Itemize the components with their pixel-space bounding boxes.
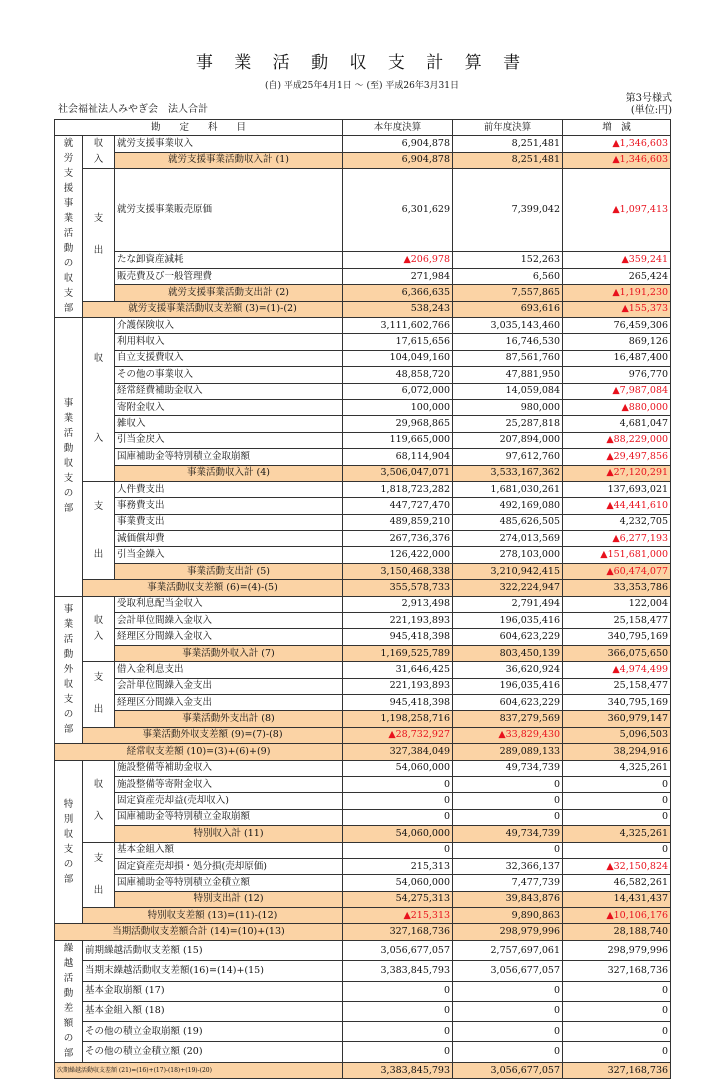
- row-label: 次期繰越活動収支差額 (21)=(16)+(17)-(18)+(19)-(20): [55, 1062, 343, 1078]
- row-diff: 14,431,437: [563, 891, 671, 907]
- row-prev: 6,560: [453, 268, 563, 284]
- row-prev: 8,251,481: [453, 152, 563, 169]
- table-row: [55, 169, 671, 252]
- table-row: [55, 432, 671, 448]
- row-prev: 3,035,143,460: [453, 318, 563, 334]
- table-row: [55, 842, 671, 858]
- row-cur: ▲28,732,927: [343, 727, 453, 743]
- table-row: [55, 1042, 671, 1062]
- row-prev: 2,757,697,061: [453, 940, 563, 960]
- row-prev: 49,734,739: [453, 826, 563, 842]
- table-header: [55, 120, 671, 136]
- row-label: 就労支援事業活動支出計 (2): [115, 285, 343, 301]
- sub-out: 支 出: [83, 169, 115, 302]
- row-diff: 76,459,306: [563, 318, 671, 334]
- row-diff: 327,168,736: [563, 1062, 671, 1078]
- row-diff: 340,795,169: [563, 694, 671, 710]
- table-row: [55, 760, 671, 776]
- row-diff: 33,353,786: [563, 580, 671, 596]
- row-cur: 31,646,425: [343, 662, 453, 678]
- row-label: 事業活動収入計 (4): [115, 465, 343, 481]
- row-prev: 322,224,947: [453, 580, 563, 596]
- row-prev: 25,287,818: [453, 416, 563, 432]
- row-prev: 14,059,084: [453, 383, 563, 399]
- row-label: 事業活動支出計 (5): [115, 563, 343, 579]
- row-prev: 298,979,996: [453, 924, 563, 940]
- total-row: [55, 924, 671, 940]
- table-row: [55, 252, 671, 268]
- row-label: 基本金組入額 (18): [83, 1001, 343, 1021]
- row-label: 引当金繰入: [115, 547, 343, 563]
- row-cur: 6,366,635: [343, 285, 453, 301]
- row-label: 前期繰越活動収支差額 (15): [83, 940, 343, 960]
- table-row: [55, 268, 671, 284]
- header-current: 本年度決算: [343, 120, 453, 136]
- table-row: [55, 961, 671, 981]
- table-row: [55, 350, 671, 366]
- total-row: [55, 563, 671, 579]
- row-label: 利用料収入: [115, 334, 343, 350]
- table-row: [55, 981, 671, 1001]
- header-previous: 前年度決算: [453, 120, 563, 136]
- row-label: 就労支援事業販売原価: [115, 169, 343, 252]
- row-diff: ▲7,987,084: [563, 383, 671, 399]
- total-row: [55, 580, 671, 596]
- row-prev: 0: [453, 776, 563, 792]
- row-prev: 3,533,167,362: [453, 465, 563, 481]
- row-label: 当期末繰越活動収支差額(16)=(14)+(15): [83, 961, 343, 981]
- form-info: [626, 93, 672, 117]
- table-row: [55, 793, 671, 809]
- table-row: [55, 776, 671, 792]
- table-row: [55, 875, 671, 891]
- row-prev: 7,477,739: [453, 875, 563, 891]
- row-diff: 0: [563, 1001, 671, 1021]
- row-cur: ▲215,313: [343, 908, 453, 924]
- row-label: 自立支援費収入: [115, 350, 343, 366]
- row-diff: ▲32,150,824: [563, 858, 671, 874]
- row-prev: 7,399,042: [453, 169, 563, 252]
- row-cur: 48,858,720: [343, 367, 453, 383]
- row-diff: ▲29,497,856: [563, 449, 671, 465]
- row-label: 減価償却費: [115, 531, 343, 547]
- sub-in: 収 入: [83, 596, 115, 662]
- row-cur: 0: [343, 1022, 453, 1042]
- row-prev: 980,000: [453, 399, 563, 415]
- row-label: 事務費支出: [115, 498, 343, 514]
- row-prev: 0: [453, 842, 563, 858]
- row-cur: 0: [343, 1042, 453, 1062]
- table-row: [55, 136, 671, 153]
- row-prev: 2,791,494: [453, 596, 563, 612]
- row-diff: 4,232,705: [563, 514, 671, 530]
- row-cur: 6,072,000: [343, 383, 453, 399]
- row-cur: 3,383,845,793: [343, 1062, 453, 1078]
- row-label: 基本金取崩額 (17): [83, 981, 343, 1001]
- row-diff: 25,158,477: [563, 613, 671, 629]
- table-row: [55, 678, 671, 694]
- row-prev: 8,251,481: [453, 136, 563, 153]
- row-diff: 360,979,147: [563, 711, 671, 727]
- row-prev: 0: [453, 1042, 563, 1062]
- section-label-text: 事業活動収支の部: [63, 398, 74, 515]
- row-diff: 46,582,261: [563, 875, 671, 891]
- row-label: 雑収入: [115, 416, 343, 432]
- row-label: 事業活動外支出計 (8): [115, 711, 343, 727]
- table-row: [55, 809, 671, 825]
- row-cur: 0: [343, 776, 453, 792]
- table-row: [55, 858, 671, 874]
- row-label: 特別収入計 (11): [115, 826, 343, 842]
- row-cur: 489,859,210: [343, 514, 453, 530]
- row-cur: 945,418,398: [343, 694, 453, 710]
- row-label: 会計単位間繰入金収入: [115, 613, 343, 629]
- row-diff: 0: [563, 1042, 671, 1062]
- section-jigyo: [55, 318, 83, 597]
- row-diff: ▲359,241: [563, 252, 671, 268]
- row-diff: 869,126: [563, 334, 671, 350]
- row-diff: ▲1,097,413: [563, 169, 671, 252]
- organization-name: 社会福祉法人みやぎ会 法人合計: [58, 104, 208, 115]
- table-row: [55, 547, 671, 563]
- row-label: 事業活動収支差額 (6)=(4)-(5): [83, 580, 343, 596]
- table-row: [55, 367, 671, 383]
- table-row: [55, 662, 671, 678]
- total-row: [55, 826, 671, 842]
- table-row: [55, 383, 671, 399]
- row-cur: 54,060,000: [343, 875, 453, 891]
- row-cur: 3,056,677,057: [343, 940, 453, 960]
- row-label: たな卸資産減耗: [115, 252, 343, 268]
- total-row: [55, 1062, 671, 1078]
- row-diff: 0: [563, 809, 671, 825]
- row-diff: ▲880,000: [563, 399, 671, 415]
- row-prev: 0: [453, 809, 563, 825]
- row-diff: 0: [563, 842, 671, 858]
- unit-label: (単位:円): [630, 105, 672, 116]
- table-row: [55, 629, 671, 645]
- row-cur: 29,968,865: [343, 416, 453, 432]
- row-label: 受取利息配当金収入: [115, 596, 343, 612]
- row-cur: 68,114,904: [343, 449, 453, 465]
- table-row: [55, 399, 671, 415]
- row-diff: 366,075,650: [563, 645, 671, 661]
- row-diff: 122,004: [563, 596, 671, 612]
- document-title: 事 業 活 動 収 支 計 算 書: [195, 53, 529, 73]
- row-prev: 3,056,677,057: [453, 961, 563, 981]
- row-prev: 196,035,416: [453, 613, 563, 629]
- row-prev: 87,561,760: [453, 350, 563, 366]
- row-prev: 196,035,416: [453, 678, 563, 694]
- row-prev: 0: [453, 793, 563, 809]
- table-row: [55, 940, 671, 960]
- table-row: [55, 531, 671, 547]
- row-cur: 100,000: [343, 399, 453, 415]
- table-row: [55, 416, 671, 432]
- row-diff: 327,168,736: [563, 961, 671, 981]
- table-row: [55, 1022, 671, 1042]
- row-cur: 6,904,878: [343, 152, 453, 169]
- section-label-text: 特別収支の部: [63, 798, 74, 885]
- row-label: 寄附金収入: [115, 399, 343, 415]
- row-cur: 271,984: [343, 268, 453, 284]
- row-prev: 604,623,229: [453, 694, 563, 710]
- row-prev: 837,279,569: [453, 711, 563, 727]
- row-prev: 36,620,924: [453, 662, 563, 678]
- row-cur: 1,169,525,789: [343, 645, 453, 661]
- row-prev: 16,746,530: [453, 334, 563, 350]
- row-prev: 274,013,569: [453, 531, 563, 547]
- table-row: [55, 1001, 671, 1021]
- table-row: [55, 613, 671, 629]
- total-row: [55, 711, 671, 727]
- row-cur: 1,818,723,282: [343, 481, 453, 497]
- row-cur: 355,578,733: [343, 580, 453, 596]
- section-kurikoshi: [55, 940, 83, 1062]
- table-row: [55, 694, 671, 710]
- section-label-text: 就労支援事業活動の収支部: [63, 138, 74, 314]
- row-label: 国庫補助金等特別積立金取崩額: [115, 449, 343, 465]
- row-cur: 17,615,656: [343, 334, 453, 350]
- row-prev: ▲33,829,430: [453, 727, 563, 743]
- row-diff: ▲1,191,230: [563, 285, 671, 301]
- row-label: 経理区分間繰入金収入: [115, 629, 343, 645]
- row-prev: 32,366,137: [453, 858, 563, 874]
- row-label: 特別収支差額 (13)=(11)-(12): [83, 908, 343, 924]
- row-diff: ▲4,974,499: [563, 662, 671, 678]
- row-diff: 28,188,740: [563, 924, 671, 940]
- row-prev: 1,681,030,261: [453, 481, 563, 497]
- table-row: [55, 498, 671, 514]
- row-diff: 0: [563, 1022, 671, 1042]
- row-label: 施設整備等寄附金収入: [115, 776, 343, 792]
- row-label: 事業費支出: [115, 514, 343, 530]
- header-account: 勘 定 科 目: [55, 120, 343, 136]
- row-cur: 6,904,878: [343, 136, 453, 153]
- section-tokubetsu: [55, 760, 83, 924]
- row-prev: 3,056,677,057: [453, 1062, 563, 1078]
- table-row: [55, 334, 671, 350]
- row-diff: 976,770: [563, 367, 671, 383]
- row-prev: 39,843,876: [453, 891, 563, 907]
- row-prev: 97,612,760: [453, 449, 563, 465]
- total-row: [55, 645, 671, 661]
- table-row: [55, 514, 671, 530]
- row-cur: 221,193,893: [343, 678, 453, 694]
- total-row: [55, 301, 671, 317]
- row-cur: 0: [343, 1001, 453, 1021]
- sub-out: 支 出: [83, 842, 115, 908]
- row-label: その他の積立金積立額 (20): [83, 1042, 343, 1062]
- row-label: その他の事業収入: [115, 367, 343, 383]
- section-label-text: 繰越活動差額の部: [63, 942, 74, 1059]
- sub-in: 収 入: [83, 760, 115, 842]
- row-label: 経理区分間繰入金支出: [115, 694, 343, 710]
- row-diff: ▲1,346,603: [563, 152, 671, 169]
- header-diff: 増 減: [563, 120, 671, 136]
- row-prev: 289,089,133: [453, 744, 563, 760]
- row-prev: 9,890,863: [453, 908, 563, 924]
- section-jigyogai: [55, 596, 83, 744]
- row-diff: 4,325,261: [563, 826, 671, 842]
- row-label: 販売費及び一般管理費: [115, 268, 343, 284]
- row-diff: 25,158,477: [563, 678, 671, 694]
- row-cur: 0: [343, 981, 453, 1001]
- row-cur: 3,383,845,793: [343, 961, 453, 981]
- row-prev: 0: [453, 1022, 563, 1042]
- row-cur: 0: [343, 842, 453, 858]
- row-diff: 340,795,169: [563, 629, 671, 645]
- row-cur: 0: [343, 793, 453, 809]
- row-label: 国庫補助金等特別積立金取崩額: [115, 809, 343, 825]
- row-diff: ▲6,277,193: [563, 531, 671, 547]
- row-cur: 0: [343, 809, 453, 825]
- total-row: [55, 891, 671, 907]
- row-cur: 126,422,000: [343, 547, 453, 563]
- row-cur: 267,736,376: [343, 531, 453, 547]
- sub-in: 収 入: [83, 136, 115, 169]
- total-row: [55, 744, 671, 760]
- total-row: [55, 285, 671, 301]
- table-row: [55, 596, 671, 612]
- table-row: [55, 481, 671, 497]
- row-prev: 803,450,139: [453, 645, 563, 661]
- statement-table: [54, 119, 671, 1079]
- row-diff: 0: [563, 776, 671, 792]
- row-diff: ▲27,120,291: [563, 465, 671, 481]
- row-prev: 604,623,229: [453, 629, 563, 645]
- form-number: 第3号様式: [625, 93, 672, 104]
- row-label: 事業活動外収入計 (7): [115, 645, 343, 661]
- row-cur: 215,313: [343, 858, 453, 874]
- row-prev: 3,210,942,415: [453, 563, 563, 579]
- row-diff: ▲1,346,603: [563, 136, 671, 153]
- row-diff: ▲44,441,610: [563, 498, 671, 514]
- row-label: 就労支援事業活動収入計 (1): [115, 152, 343, 169]
- row-prev: 278,103,000: [453, 547, 563, 563]
- row-prev: 49,734,739: [453, 760, 563, 776]
- row-prev: 492,169,080: [453, 498, 563, 514]
- row-cur: 3,150,468,338: [343, 563, 453, 579]
- row-diff: ▲88,229,000: [563, 432, 671, 448]
- row-label: 介護保険収入: [115, 318, 343, 334]
- row-label: 就労支援事業収入: [115, 136, 343, 153]
- row-diff: 5,096,503: [563, 727, 671, 743]
- row-cur: 3,111,602,766: [343, 318, 453, 334]
- row-cur: 221,193,893: [343, 613, 453, 629]
- row-cur: 54,275,313: [343, 891, 453, 907]
- row-prev: 693,616: [453, 301, 563, 317]
- row-label: 経常経費補助金収入: [115, 383, 343, 399]
- row-label: 固定資産売却損・処分損(売却原価): [115, 858, 343, 874]
- row-prev: 0: [453, 1001, 563, 1021]
- row-prev: 485,626,505: [453, 514, 563, 530]
- row-cur: 2,913,498: [343, 596, 453, 612]
- total-row: [55, 727, 671, 743]
- row-cur: 54,060,000: [343, 826, 453, 842]
- row-diff: ▲151,681,000: [563, 547, 671, 563]
- row-diff: ▲155,373: [563, 301, 671, 317]
- row-cur: 327,168,736: [343, 924, 453, 940]
- row-label: 当期活動収支差額合計 (14)=(10)+(13): [55, 924, 343, 940]
- total-row: [55, 152, 671, 169]
- total-row: [55, 908, 671, 924]
- row-cur: ▲206,978: [343, 252, 453, 268]
- row-label: 会計単位間繰入金支出: [115, 678, 343, 694]
- row-label: 借入金利息支出: [115, 662, 343, 678]
- row-diff: ▲60,474,077: [563, 563, 671, 579]
- row-diff: 38,294,916: [563, 744, 671, 760]
- section-label-text: 事業活動外収支の部: [63, 603, 74, 735]
- row-label: その他の積立金取崩額 (19): [83, 1022, 343, 1042]
- row-diff: 4,325,261: [563, 760, 671, 776]
- table-row: [55, 449, 671, 465]
- row-diff: 0: [563, 981, 671, 1001]
- row-cur: 538,243: [343, 301, 453, 317]
- row-diff: ▲10,106,176: [563, 908, 671, 924]
- row-diff: 137,693,021: [563, 481, 671, 497]
- row-prev: 207,894,000: [453, 432, 563, 448]
- row-cur: 3,506,047,071: [343, 465, 453, 481]
- row-cur: 104,049,160: [343, 350, 453, 366]
- row-prev: 7,557,865: [453, 285, 563, 301]
- row-prev: 0: [453, 981, 563, 1001]
- row-label: 基本金組入額: [115, 842, 343, 858]
- total-row: [55, 465, 671, 481]
- fiscal-period: (自) 平成25年4月1日 ～ (至) 平成26年3月31日: [264, 81, 460, 91]
- row-label: 国庫補助金等特別積立金積立額: [115, 875, 343, 891]
- row-label: 人件費支出: [115, 481, 343, 497]
- sub-out: 支 出: [83, 481, 115, 579]
- table-row: [55, 318, 671, 334]
- section-shuro: [55, 136, 83, 318]
- row-cur: 945,418,398: [343, 629, 453, 645]
- row-diff: 16,487,400: [563, 350, 671, 366]
- row-label: 就労支援事業活動収支差額 (3)=(1)-(2): [83, 301, 343, 317]
- row-cur: 119,665,000: [343, 432, 453, 448]
- sub-out: 支 出: [83, 662, 115, 728]
- row-diff: 4,681,047: [563, 416, 671, 432]
- row-cur: 327,384,049: [343, 744, 453, 760]
- row-label: 特別支出計 (12): [115, 891, 343, 907]
- row-cur: 1,198,258,716: [343, 711, 453, 727]
- row-label: 施設整備等補助金収入: [115, 760, 343, 776]
- row-label: 事業活動外収支差額 (9)=(7)-(8): [83, 727, 343, 743]
- row-prev: 47,881,950: [453, 367, 563, 383]
- row-label: 引当金戻入: [115, 432, 343, 448]
- row-diff: 0: [563, 793, 671, 809]
- row-diff: 298,979,996: [563, 940, 671, 960]
- row-cur: 6,301,629: [343, 169, 453, 252]
- row-prev: 152,263: [453, 252, 563, 268]
- row-diff: 265,424: [563, 268, 671, 284]
- row-cur: 54,060,000: [343, 760, 453, 776]
- row-cur: 447,727,470: [343, 498, 453, 514]
- row-label: 固定資産売却益(売却収入): [115, 793, 343, 809]
- row-label: 経常収支差額 (10)=(3)+(6)+(9): [55, 744, 343, 760]
- sub-in: 収 入: [83, 318, 115, 482]
